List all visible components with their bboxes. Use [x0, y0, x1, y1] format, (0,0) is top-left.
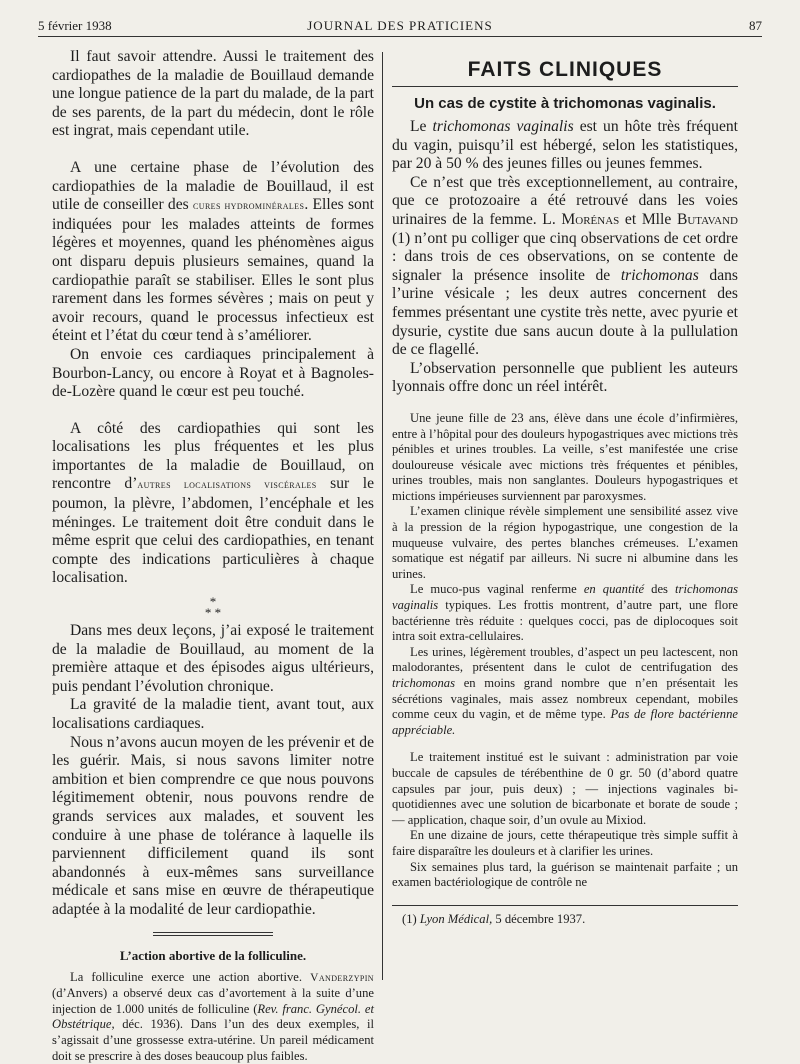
- paragraph: La gravité de la maladie tient, avant tout, aux localisations cardiaques.: [52, 696, 374, 732]
- paragraph: Ce n’est que très exceptionnellement, au contraire, que ce protozoaire a été retrouvé dans les voies urinaires de la femme. L. Morénas et Mlle Butavand (1) n’ont pu colliger que cinq observations de cet ordre : dans trois de ces observations, on se contente de signaler la présence insolite de trichomonas dans l’urine vésicale ; les deux autres concernent des femmes présentant une cystite très nette, avec pyurie et dysurie, cystite due sans aucun doute à la pullulation de ce flagellé.: [392, 173, 739, 359]
- issue-date: 5 février 1938: [38, 18, 112, 33]
- column-divider: [382, 52, 383, 980]
- asterism: * * *: [204, 594, 222, 621]
- paragraph: A une certaine phase de l’évolution des cardiopathies de la maladie de Bouillaud, il est utile de conseiller des cures hydrominérales. Elles sont indiquées pour les malades atteints de formes légères et moyennes, quand les phénomènes aigus ont disparu depuis plusieurs semaines, quand la cardiopathie paraît se stabiliser. Elles le sont plus rarement dans les formes sévères ; mais on peut y avoir recours, quand le processus infectieux est éteint et l’état du cœur tend à s’améliorer.: [52, 158, 374, 345]
- paragraph: Nous n’avons aucun moyen de les prévenir et de les guérir. Mais, si nous savons limiter notre ambition et bien comprendre ce que nous pouvons légitimement obtenir, nous pouvons rendre de grands services aux malades, et souvent les conduire à une phase de tolérance à laquelle ils parviennent difficilement quand ils sont abandonnés à eux-mêmes sans surveillance médicale et sans mise en œuvre de thérapeutique adaptée à la modalité de leur cardiopathie.: [52, 733, 374, 918]
- section-separator: [153, 932, 273, 936]
- page-number: 87: [749, 18, 762, 33]
- paragraph: On envoie ces cardiaques principalement à Bourbon-Lancy, ou encore à Royat et à Bagnoles-de-Lozère quand le cœur est peu touché.: [52, 345, 374, 401]
- section-title: L’action abortive de la folliculine.: [119, 947, 307, 963]
- running-header: [38, 14, 762, 36]
- case-paragraph: Le traitement institué est le suivant : administration par voie buccale de capsules de térébenthine de 0 gr. 50 (d’abord quatre capsules par jour, puis deux) ; — injections vaginales bi-quotidiennes avec une solution de bicarbonate et borate de soude ; — application, chaque soir, d’un ovule au Mixiod.: [392, 750, 738, 827]
- paragraph: La folliculine exerce une action abortive. Vanderzypin (d’Anvers) a observé deux cas d’avortement à la suite d’une injection de 1.000 unités de folliculine (Rev. franc. Gynécol. et Obstétrique, déc. 1936). Dans l’un des deux exemples, il s’agissait d’une grossesse extra-utérine. Un pareil médicament doit se prescrire à des doses beaucoup plus faibles.: [52, 969, 374, 1063]
- case-paragraph: L’examen clinique révèle simplement une sensibilité assez vive à la pression de la région hypogastrique, une congestion de la muqueuse vulvaire, des pertes blanches crémeuses. L’examen somatique est négatif par ailleurs. Ni sucre ni albumine dans les urines.: [392, 504, 738, 581]
- small-caps-term: cures hydrominérales: [193, 200, 305, 213]
- case-paragraph: Six semaines plus tard, la guérison se maintenait parfaite ; un examen bactériologique de contrôle ne: [392, 859, 738, 890]
- case-paragraph: En une dizaine de jours, cette thérapeutique très simple suffit à faire disparaître les douleurs et à clarifier les urines.: [392, 828, 738, 858]
- author-name: Butavand: [676, 210, 739, 228]
- paragraph: Le trichomonas vaginalis est un hôte très fréquent du vagin, puisqu’il est hébergé, selon les statistiques, par 20 à 50 % des jeunes filles ou jeunes femmes.: [392, 118, 739, 173]
- article-title: Un cas de cystite à trichomonas vaginalis.: [414, 95, 716, 112]
- footnote: (1) Lyon Médical, 5 décembre 1937.: [402, 911, 586, 926]
- case-paragraph: Une jeune fille de 23 ans, élève dans une école d’infirmières, entre à l’hôpital pour des douleurs hypogastriques avec mictions très pénibles et urines troubles. La veille, s’est manifestée une crise douloureuse vésicale avec mictions très fréquentes et pénibles, urines troubles, mais non sanglantes. Douleurs hypogastriques et mictions impérieuses surviennent par paroxysmes.: [392, 410, 738, 503]
- author-name: Vanderzypin: [310, 971, 374, 984]
- header-rule: [38, 36, 762, 37]
- small-caps-term: autres localisations viscérales: [137, 479, 317, 492]
- paragraph: Il faut savoir attendre. Aussi le traitement des cardiopathes de la maladie de Bouillaud demande une longue patience de la part du malade, de la part de ses parents, de la part du médecin, dont le rôle est ingrat, mais cependant utile.: [52, 48, 374, 140]
- left-column: [52, 48, 374, 1064]
- footnote-rule: [392, 905, 738, 906]
- case-paragraph: Les urines, légèrement troubles, d’aspect un peu lactescent, non malodorantes, présentent dans le culot de centrifugation des trichomonas en moins grand nombre que n’en présentait les sécrétions vaginales, mais assez nombreux cependant, mobiles comme ceux du vagin, et de même type. Pas de flore bactérienne appréciable.: [392, 644, 738, 737]
- section-heading: FAITS CLINIQUES: [467, 58, 663, 81]
- heading-rule: [392, 86, 738, 87]
- right-column: [392, 48, 738, 927]
- journal-reference: Rev. franc. Gynécol. et Obstétrique,: [52, 1001, 374, 1032]
- paragraph: A côté des cardiopathies qui sont les localisations les plus fréquentes et les plus importantes de la maladie de Bouillaud, on rencontre d’autres localisations viscérales sur le poumon, la plèvre, l’abdomen, l’encéphale et les méninges. Le traitement doit être conduit dans le même esprit que celui des cardiopathies, en tenant compte des indications particulières à chaque localisation.: [52, 419, 375, 587]
- paragraph: L’observation personnelle que publient les auteurs lyonnais offre donc un réel intérêt.: [392, 359, 738, 396]
- author-name: Morénas: [561, 210, 620, 228]
- journal-title: JOURNAL DES PRATICIENS: [307, 18, 493, 33]
- case-paragraph: Le muco-pus vaginal renferme en quantité des trichomonas vaginalis typiques. Les frottis montrent, d’autre part, une flore bactérienne très réduite : quelques cocci, pas de diplocoques soit intra soit extra-cellulaires.: [392, 582, 739, 644]
- paragraph: Dans mes deux leçons, j’ai exposé le traitement de la maladie de Bouillaud, au moment de la première attaque et des épisodes aigus ultérieurs, puis pendant l’évolution chronique.: [52, 622, 374, 695]
